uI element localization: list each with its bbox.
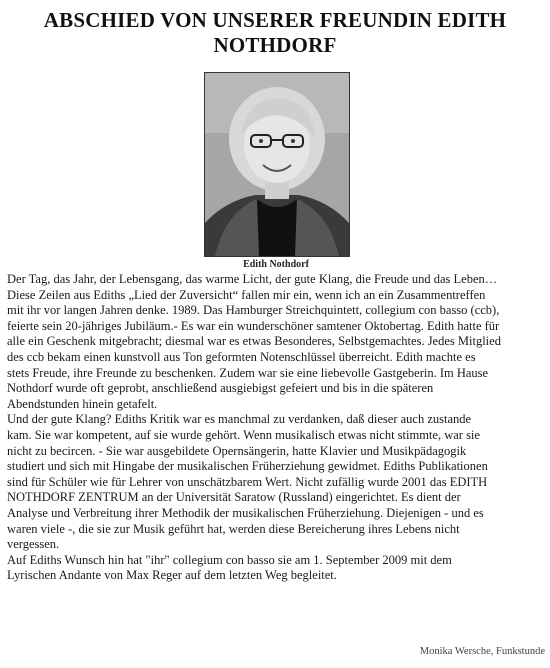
body-line: feierte sein 20-jähriges Jubiläum.- Es war ein wunderschöner samtener Oktobertag. Edith hatte für — [7, 318, 500, 333]
portrait-photo — [204, 72, 350, 257]
body-line: studiert und sich mit Hingabe der musikalischen Früherziehung gewidmet. Ediths Publikationen — [7, 459, 488, 474]
body-line: kam. Sie war kompetent, auf sie wurde gehört. Wenn musikalisch etwas nicht stimmte, war sie — [7, 427, 480, 442]
body-line: Auf Ediths Wunsch hin hat "ihr" collegium con basso sie am 1. September 2009 mit dem — [7, 552, 452, 567]
body-line: des ccb bekam einen kunstvoll aus Ton geformten Notenschlüssel überreicht. Edith machte es — [7, 349, 476, 364]
body-line: Diese Zeilen aus Ediths „Lied der Zuversicht“ fallen mir ein, wenn ich an ein Zusammentreffen — [7, 287, 486, 302]
photo-caption: Edith Nothdorf — [243, 259, 309, 270]
body-line: waren viele -, die sie zur Musik geführt hat, werden diese Bereicherung ihres Lebens nicht — [7, 521, 460, 536]
body-line: Der Tag, das Jahr, der Lebensgang, das warme Licht, der gute Klang, die Freude und das Leben… — [7, 272, 498, 286]
body-line: mit ihr vor langen Jahren denke. 1989. Das Hamburger Streichquintett, collegium con basso (ccb), — [7, 303, 500, 318]
body-line: alle ein Geschenk mitgebracht; diesmal war es etwas Besonderes, Selbstgemachtes. Jedes Mitglied — [7, 334, 501, 349]
body-line: sind für Schüler wie für Lehrer von unschätzbarem Wert. Nicht zufällig wurde 2001 das EDITH — [7, 474, 488, 489]
portrait-illustration — [205, 73, 349, 256]
article-title — [20, 8, 530, 58]
body-line: Nothdorf wurde oft geprobt, anschließend ausgiebigst gefeiert und bis in die späteren — [7, 381, 434, 396]
body-line: Abendstunden hinein getafelt. — [7, 396, 158, 411]
body-line: nicht zu becircen. - Sie war ausgebildete Opernsängerin, hatte Klavier und Musikpädagogik — [7, 443, 467, 458]
body-line: stets Freude, ihre Freunde zu beschenken. Zudem war sie eine liebevolle Gastgeberin. Im Hause — [7, 365, 489, 380]
author-credit: Monika Wersche, Funkstunde — [419, 646, 545, 657]
title-line-1: ABSCHIED VON UNSERER FREUNDIN EDITH — [43, 8, 507, 32]
body-line: vergessen. — [7, 537, 60, 552]
article-body — [7, 272, 547, 584]
body-line: Und der gute Klang? Ediths Kritik war es manchmal zu verdanken, daß dieser auch zustande — [7, 412, 472, 427]
body-line: Analyse und Verbreitung ihrer Methodik der musikalischen Früherziehung. Diejenigen - und es — [7, 505, 484, 520]
body-line: Lyrischen Andante von Max Reger auf dem letzten Weg begleitet. — [7, 568, 337, 583]
title-line-2: NOTHDORF — [213, 33, 337, 57]
body-line: NOTHDORF ZENTRUM an der Universität Saratow (Russland) eingerichtet. Es dient der — [7, 490, 461, 505]
